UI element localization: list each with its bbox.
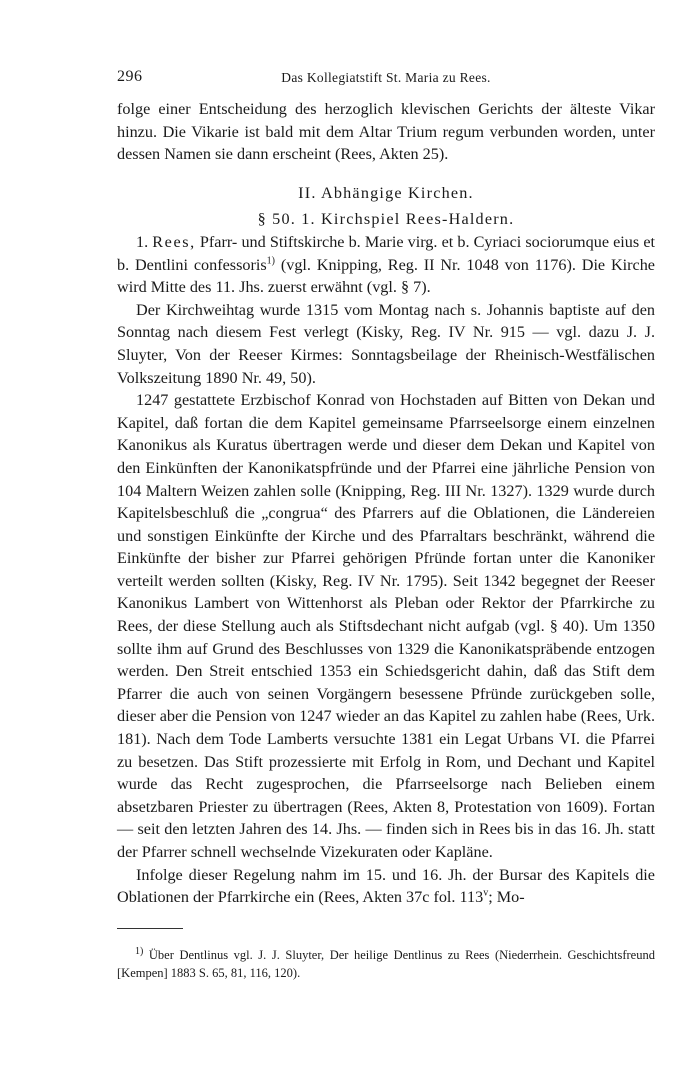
paragraph-kirchweihtag: Der Kirchweihtag wurde 1315 vom Montag nach s. Johannis baptiste auf den Sonntag nach diesem Fest verlegt (Kisky, Reg. IV Nr. 915 — vgl. dazu J. J. Sluyter, Von der Reeser Kirmes: Sonntagsbeilage der Rheinisch-Westfälischen Volkszeitung 1890 Nr. 49, 50). bbox=[117, 300, 655, 387]
subsection-heading: § 50. 1. Kirchspiel Rees-Haldern. bbox=[257, 210, 515, 229]
place-name-rees: Rees, bbox=[152, 232, 196, 251]
footnote-text: Über Dentlinus vgl. J. J. Sluyter, Der heilige Dentlinus zu Rees (Niederrhein. Geschichtsfreund [Kempen] 1883 S. 65, 81, 116, 120). bbox=[117, 947, 655, 980]
page-number: 296 bbox=[117, 68, 143, 85]
footnote-marker: 1) bbox=[135, 945, 144, 957]
paragraph-continued: folge einer Entscheidung des herzoglich klevischen Gerichts der älteste Vikar hinzu. Die Vikarie ist bald mit dem Altar Trium regum verbunden worden, unter dessen Namen sie dann erscheint (Rees, Akten 25). bbox=[117, 100, 655, 164]
section-heading: II. Abhängige Kirchen. bbox=[298, 183, 474, 202]
paragraph-text-continued: (vgl. Knipping, Reg. II Nr. 1048 von 1176). Die Kirche wird Mitte des 11. Jhs. zuerst erwähnt (vgl. § 7). bbox=[117, 255, 655, 297]
page-header bbox=[117, 68, 655, 90]
paragraph-rees bbox=[117, 231, 655, 299]
running-title: Das Kollegiatstift St. Maria zu Rees. bbox=[281, 70, 491, 85]
footnote-divider bbox=[117, 928, 183, 929]
paragraph-text: Pfarr- und Stiftskirche b. Marie virg. et b. Cyriaci sociorumque eius et b. Dentlini confessoris bbox=[117, 232, 655, 274]
footnote-ref[interactable]: 1) bbox=[266, 255, 276, 267]
paragraph-text: Infolge dieser Regelung nahm im 15. und 16. Jh. der Bursar des Kapitels die Oblationen der Pfarrkirche ein (Rees, Akten 37c fol. 113 bbox=[117, 865, 655, 907]
main-text bbox=[117, 98, 655, 909]
folio-verso-mark: v bbox=[483, 887, 489, 899]
footnote bbox=[117, 946, 655, 982]
paragraph-text-end: ; Mo- bbox=[488, 888, 525, 907]
item-number: 1. bbox=[136, 232, 153, 251]
paragraph-1247: 1247 gestattete Erzbischof Konrad von Hochstaden auf Bitten von Dekan und Kapitel, daß fortan die dem Kapitel gemeinsame Pfarrseelsorge einem einzelnen Kanonikus als Kuratus übertragen werde und dieser dem Dekan und Kapitel von den Einkünften der Kanonikatspfründe und der Pfarrei eine jährliche Pension von 104 Maltern Weizen zahlen solle (Knipping, Reg. III Nr. 1327). 1329 wurde durch Kapitelsbeschluß die „congrua“ des Pfarrers auf die Oblationen, die Ländereien und sonstigen Einkünfte der Kirche und des Pfarraltars beschränkt, während die Einkünfte der bisher zur Pfarrei gehörigen Pfründe fortan unter die Kanoniker verteilt werden sollten (Kisky, Reg. IV Nr. 1795). Seit 1342 begegnet der Reeser Kanonikus Lambert von Wittenhorst als Pleban oder Rektor der Pfarrkirche zu Rees, der diese Stellung auch als Stiftsdechant nicht aufgab (vgl. § 40). Um 1350 sollte ihm auf Grund des Beschlusses von 1329 die Kanonikatspräbende entzogen werden. Den Streit entschied 1353 ein Schiedsgericht dahin, daß das Stift dem Pfarrer die auch von seinen Vorgängern besessene Pfründe zurückgeben solle, dieser aber die Pension von 1247 wieder an das Kapitel zu zahlen habe (Rees, Urk. 181). Nach dem Tode Lamberts versuchte 1381 ein Legat Urbans VI. die Pfarrei zu besetzen. Das Stift prozessierte mit Erfolg in Rom, und Dechant und Kapitel wurde das Recht zugesprochen, die Pfarrseelsorge nach Belieben einem absetzbaren Priester zu übertragen (Rees, Akten 8, Protestation von 1609). Fortan — seit den letzten Jahren des 14. Jhs. — finden sich in Rees bis in das 16. Jh. statt der Pfarrer schnell wechselnde Vizekuraten oder Kapläne. bbox=[117, 391, 655, 861]
paragraph-infolge bbox=[117, 864, 655, 909]
